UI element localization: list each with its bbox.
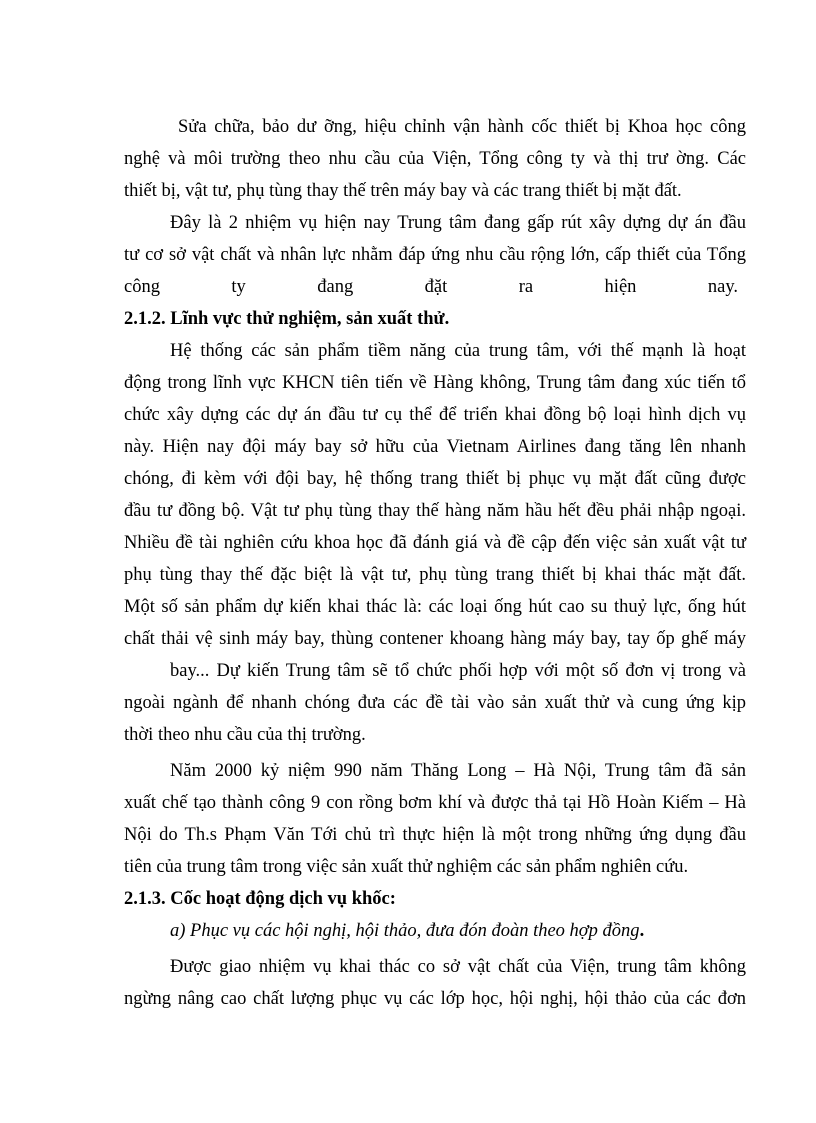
- paragraph-line: nghệ và môi trường theo nhu cầu của Viện, Tổng công ty và thị trư ờng. Các: [124, 149, 746, 169]
- paragraph-line: phụ tùng thay thế đặc biệt là vật tư, phụ tùng trang thiết bị khai thác mặt đất.: [124, 565, 746, 585]
- section-heading: 2.1.3. Cốc hoạt động dịch vụ khốc:: [124, 889, 396, 909]
- paragraph-line: công ty đang đặt ra hiện nay.: [124, 277, 738, 297]
- paragraph-line: ngoài ngành để nhanh chóng đưa các đề tài vào sản xuất thử và cung ứng kịp: [124, 693, 746, 713]
- paragraph-line: chất thải vệ sinh máy bay, thùng contener khoang hàng máy bay, tay ốp ghế máy: [124, 629, 746, 649]
- paragraph-line: Được giao nhiệm vụ khai thác co sở vật chất của Viện, trung tâm không: [170, 957, 746, 977]
- paragraph-line: Một số sản phẩm dự kiến khai thác là: các loại ống hút cao su thuỷ lực, ống hút: [124, 597, 746, 617]
- paragraph-line: Nội do Th.s Phạm Văn Tới chủ trì thực hiện là một trong những ứng dụng đầu: [124, 825, 746, 845]
- paragraph-line: thời theo nhu cầu của thị trường.: [124, 725, 366, 745]
- paragraph-line: bay... Dự kiến Trung tâm sẽ tổ chức phối hợp với một số đơn vị trong và: [170, 661, 746, 681]
- paragraph-line: Năm 2000 kỷ niệm 990 năm Thăng Long – Hà Nội, Trung tâm đã sản: [170, 761, 746, 781]
- paragraph-line: đầu tư đồng bộ. Vật tư phụ tùng thay thế hàng năm hầu hết đều phải nhập ngoại.: [124, 501, 746, 521]
- subsection-heading: [170, 920, 746, 942]
- paragraph-line: tiên của trung tâm trong việc sản xuất thử nghiệm các sản phẩm nghiên cứu.: [124, 857, 689, 877]
- paragraph-line: thiết bị, vật tư, phụ tùng thay thế trên máy bay và các trang thiết bị mặt đất.: [124, 181, 682, 201]
- subsection-heading-end: .: [639, 921, 645, 941]
- paragraph-line: Đây là 2 nhiệm vụ hiện nay Trung tâm đang gấp rút xây dựng dự án đầu: [170, 213, 746, 233]
- subsection-heading-text: a) Phục vụ các hội nghị, hội thảo, đưa đón đoàn theo hợp đồng: [170, 921, 640, 941]
- paragraph-line: Sửa chữa, bảo dư ỡng, hiệu chỉnh vận hành cốc thiết bị Khoa học công: [178, 117, 746, 137]
- paragraph-line: ngừng nâng cao chất lượng phục vụ các lớp học, hội nghị, hội thảo của các đơn: [124, 989, 746, 1009]
- paragraph-line: Nhiều đề tài nghiên cứu khoa học đã đánh giá và đề cập đến việc sản xuất vật tư: [124, 533, 746, 553]
- paragraph-line: xuất chế tạo thành công 9 con rồng bơm khí và được thả tại Hồ Hoàn Kiếm – Hà: [124, 793, 746, 813]
- paragraph-line: chức xây dựng các dự án đầu tư cụ thể để triển khai đồng bộ loại hình dịch vụ: [124, 405, 746, 425]
- paragraph-line: Hệ thống các sản phẩm tiềm năng của trung tâm, với thế mạnh là hoạt: [170, 341, 746, 361]
- section-heading: 2.1.2. Lĩnh vực thử nghiệm, sản xuất thử.: [124, 309, 450, 329]
- paragraph-line: tư cơ sở vật chất và nhân lực nhằm đáp ứng nhu cầu rộng lớn, cấp thiết của Tổng: [124, 245, 746, 265]
- paragraph-line: chóng, đi kèm với đội bay, hệ thống trang thiết bị phục vụ mặt đất cũng được: [124, 469, 746, 489]
- paragraph-line: này. Hiện nay đội máy bay sở hữu của Vietnam Airlines đang tăng lên nhanh: [124, 437, 746, 457]
- paragraph-line: động trong lĩnh vực KHCN tiên tiến về Hàng không, Trung tâm đang xúc tiến tổ: [124, 373, 746, 393]
